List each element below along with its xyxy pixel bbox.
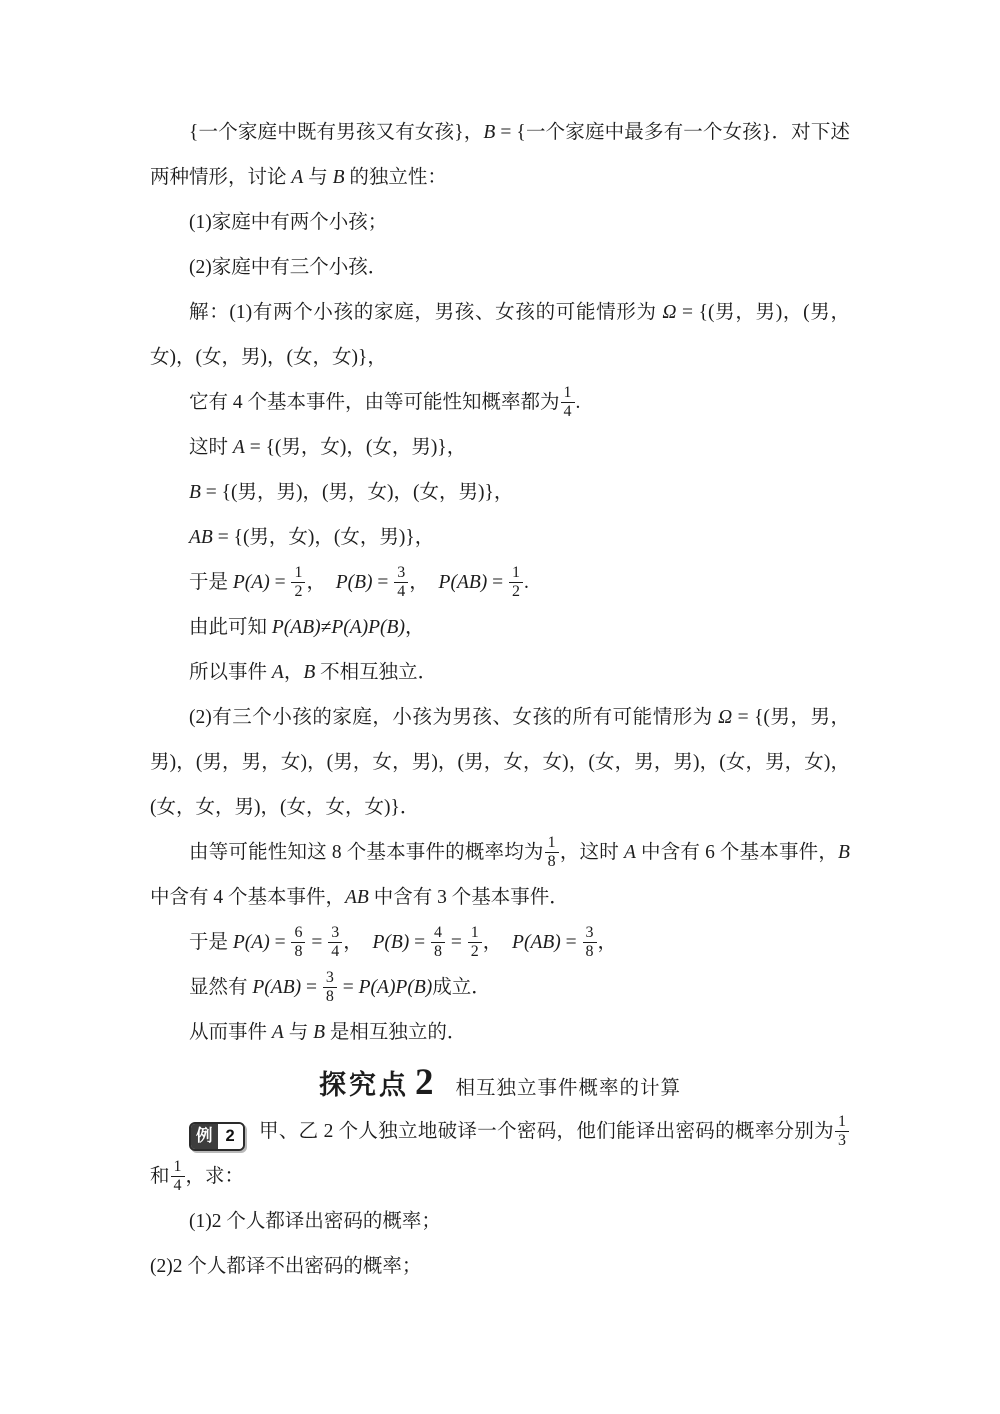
fraction-denominator: 4 — [397, 583, 406, 601]
fraction — [545, 835, 559, 872]
text-run: P(AB) — [252, 977, 302, 998]
fraction-numerator: 6 — [291, 925, 305, 944]
text-run: = — [487, 572, 509, 593]
paragraph — [150, 650, 850, 695]
text-run: = — [212, 527, 234, 548]
fraction-denominator: 8 — [325, 988, 334, 1006]
text-run: A — [291, 167, 304, 188]
text-run: = — [269, 572, 291, 593]
text-run: B — [303, 662, 316, 683]
paragraph — [150, 920, 850, 965]
text-run: 于是 — [189, 572, 233, 593]
fraction — [583, 925, 597, 962]
text-run: ， — [343, 932, 373, 953]
fraction — [468, 925, 482, 962]
text-run: B — [332, 167, 345, 188]
text-run: {(男，男，男)，(男，男，女)，(男，女，男)，(男，女，女)，(女，男，男)，(女，男，女)，(女，女，男)，(女，女，女)}． — [150, 707, 850, 818]
text-run: P(A) — [232, 572, 270, 593]
text-run: 由此可知 — [189, 617, 272, 638]
example-paragraph — [150, 1109, 850, 1199]
text-run: 所以事件 — [189, 662, 272, 683]
heading-subtitle: 相互独立事件概率的计算 — [455, 1078, 681, 1099]
text-run: (2)2 个人都译不出密码的概率； — [150, 1256, 422, 1277]
paragraph — [150, 1199, 850, 1244]
heading-number: 2 — [414, 1062, 434, 1103]
paragraph — [150, 830, 850, 920]
text-run: Ω — [662, 302, 677, 323]
text-run: {一个家庭中既有男孩又有女孩}， — [189, 122, 484, 143]
example-badge — [189, 1122, 245, 1151]
text-run: = — [337, 977, 359, 998]
heading-label: 探究点 — [318, 1070, 409, 1100]
text-run: = — [200, 482, 222, 503]
text-run: 它有 4 个基本事件，由等可能性知概率都为 — [189, 392, 560, 413]
text-run: = — [244, 437, 266, 458]
fraction-numerator: 1 — [171, 1159, 185, 1178]
text-run: ， — [597, 932, 618, 953]
fraction — [291, 925, 305, 962]
text-run: = — [732, 707, 755, 728]
text-run: ，求： — [185, 1166, 245, 1187]
text-run: P(AB) — [438, 572, 488, 593]
fraction-numerator: 1 — [291, 565, 305, 584]
fraction-numerator: 3 — [583, 925, 597, 944]
text-run: A — [271, 1022, 284, 1043]
fraction-numerator: 3 — [394, 565, 408, 584]
text-run: P(A)P(B) — [358, 977, 433, 998]
text-run: ≠ — [320, 617, 332, 638]
text-run: 成立． — [432, 977, 491, 998]
fraction — [171, 1159, 185, 1196]
fraction — [394, 565, 408, 602]
fraction-denominator: 8 — [585, 943, 594, 961]
text-run: B — [838, 842, 850, 863]
fraction-denominator: 2 — [294, 583, 303, 601]
text-run: ， — [404, 617, 425, 638]
text-run: AB — [189, 527, 213, 548]
fraction-numerator: 3 — [328, 925, 342, 944]
fraction — [509, 565, 523, 602]
section-heading — [150, 1057, 850, 1109]
paragraph — [150, 515, 850, 560]
text-run: 甲、乙 2 个人独立地破译一个密码，他们能译出密码的概率分别为 — [258, 1121, 834, 1142]
fraction-denominator: 3 — [838, 1132, 846, 1150]
text-run: A — [623, 842, 636, 863]
text-run: ， — [283, 662, 304, 683]
text-run: . — [524, 572, 529, 593]
fraction-denominator: 8 — [294, 943, 303, 961]
fraction — [291, 565, 305, 602]
text-run: = — [306, 932, 328, 953]
paragraph — [150, 470, 850, 515]
paragraph — [150, 560, 850, 605]
text-run: = — [495, 122, 517, 143]
text-run: P(AB) — [512, 932, 561, 953]
text-run: = — [269, 932, 291, 953]
text-run: = — [676, 302, 699, 323]
text-run: P(B) — [335, 572, 373, 593]
paragraph — [150, 965, 850, 1010]
text-run: 这时 — [189, 437, 233, 458]
text-run: AB — [345, 887, 369, 908]
text-run: 从而事件 — [189, 1022, 272, 1043]
text-run: B — [189, 482, 201, 503]
text-run: {(男，女)，(女，男)}， — [265, 437, 467, 458]
document-body — [150, 110, 850, 1289]
fraction-denominator: 8 — [434, 943, 443, 961]
text-run: 由等可能性知这 8 个基本事件的概率均为 — [189, 842, 544, 863]
text-run: = — [409, 932, 431, 953]
paragraph — [150, 380, 850, 425]
text-run: 的独立性： — [344, 167, 447, 188]
fraction-numerator: 1 — [545, 835, 559, 854]
text-run: 中含有 6 个基本事件， — [635, 842, 839, 863]
text-run: 和 — [150, 1166, 170, 1187]
text-run: = — [446, 932, 467, 953]
text-run: 中含有 4 个基本事件， — [150, 887, 346, 908]
text-run: (2)家庭中有三个小孩． — [189, 257, 388, 278]
paragraph — [150, 1244, 850, 1289]
text-run: A — [232, 437, 245, 458]
text-run: ， — [409, 572, 439, 593]
text-run: = — [560, 932, 582, 953]
text-run: 不相互独立． — [315, 662, 438, 683]
text-run: 显然有 — [189, 977, 253, 998]
paragraph — [150, 425, 850, 470]
text-run: . — [575, 392, 581, 413]
fraction-denominator: 4 — [173, 1177, 182, 1195]
fraction — [323, 970, 337, 1007]
text-run: 与 — [303, 167, 333, 188]
text-run: P(AB) — [271, 617, 321, 638]
paragraph — [150, 290, 850, 380]
text-run: = — [372, 572, 394, 593]
paragraph — [150, 245, 850, 290]
paragraph — [150, 1010, 850, 1055]
badge-prefix: 例 — [191, 1124, 218, 1149]
text-run: ， — [482, 932, 513, 953]
text-run: B — [483, 122, 496, 143]
text-run: (2)有三个小孩的家庭，小孩为男孩、女孩的所有可能情形为 — [189, 707, 719, 728]
fraction-denominator: 2 — [512, 583, 521, 601]
text-run: (1)2 个人都译出密码的概率； — [189, 1211, 441, 1232]
text-run: P(B) — [372, 932, 410, 953]
fraction-denominator: 2 — [470, 943, 479, 961]
text-run: {(男，男)，(男，女)，(女，男)，(女，女)}， — [150, 302, 850, 368]
fraction-denominator: 4 — [563, 403, 572, 421]
paragraph — [150, 110, 850, 200]
fraction-denominator: 8 — [547, 853, 556, 871]
text-run: Ω — [718, 707, 733, 728]
text-run: P(A) — [232, 932, 270, 953]
text-run: 是相互独立的． — [325, 1022, 467, 1043]
text-run: (1)家庭中有两个小孩； — [189, 212, 388, 233]
fraction-numerator: 4 — [431, 925, 445, 944]
fraction-numerator: 1 — [468, 925, 482, 944]
paragraph — [150, 200, 850, 245]
fraction — [561, 385, 575, 422]
fraction — [431, 925, 445, 962]
fraction-numerator: 1 — [835, 1114, 849, 1133]
text-run: A — [271, 662, 284, 683]
fraction-numerator: 1 — [509, 565, 523, 584]
text-run: B — [313, 1022, 325, 1043]
text-run: ，这时 — [559, 842, 624, 863]
badge-number: 2 — [218, 1124, 243, 1149]
text-run: 解：(1)有两个小孩的家庭，男孩、女孩的可能情形为 — [189, 302, 663, 323]
text-run: = — [301, 977, 322, 998]
fraction — [835, 1114, 849, 1151]
text-run: {(男，女)，(女，男)}， — [233, 527, 435, 548]
text-run: 与 — [283, 1022, 314, 1043]
fraction — [328, 925, 342, 962]
text-run: {一个家庭中最多有一个女孩}．对下述两种情形，讨论 — [150, 122, 850, 188]
text-run: {(男，男)，(男，女)，(女，男)}， — [221, 482, 514, 503]
paragraph — [150, 605, 850, 650]
text-run: P(A)P(B) — [331, 617, 405, 638]
fraction-numerator: 1 — [561, 385, 575, 404]
text-run: 中含有 3 个基本事件． — [368, 887, 569, 908]
paragraph — [150, 695, 850, 830]
fraction-denominator: 4 — [331, 943, 340, 961]
fraction-numerator: 3 — [323, 970, 337, 989]
text-run: 于是 — [189, 932, 233, 953]
text-run: ， — [306, 572, 336, 593]
